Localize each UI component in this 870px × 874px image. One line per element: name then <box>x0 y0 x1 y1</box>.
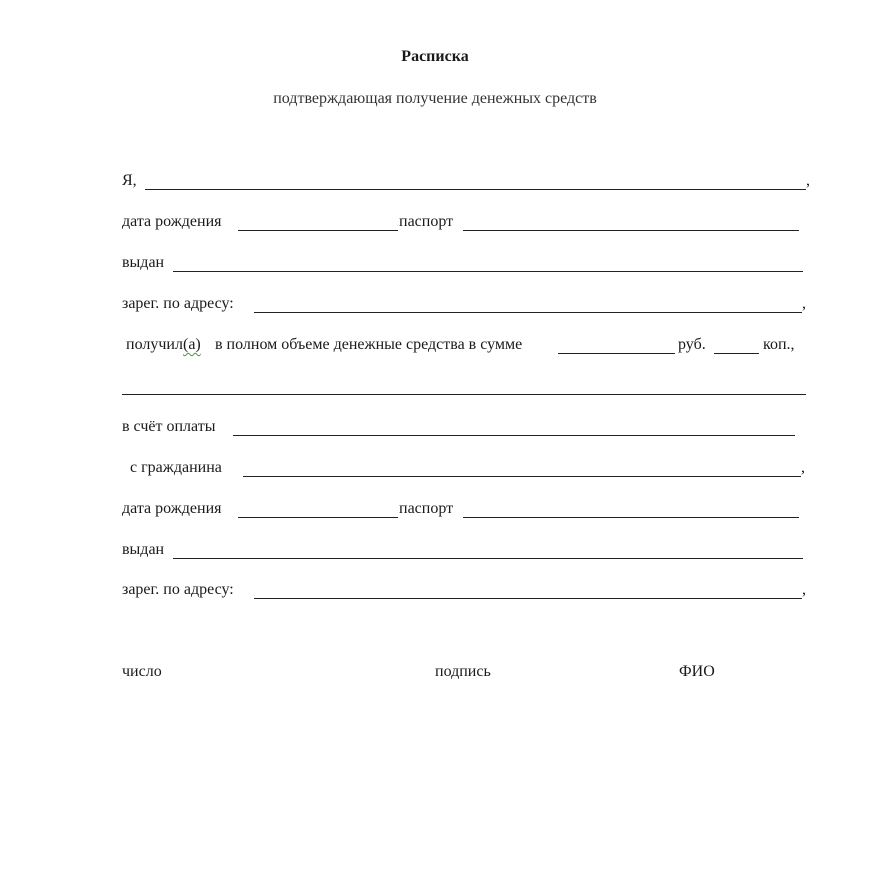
document-subtitle: подтверждающая получение денежных средств <box>273 90 597 107</box>
payer-from-label: с гражданина <box>130 459 222 476</box>
payer-address-comma: , <box>802 581 806 598</box>
receiver-i-label: Я, <box>122 172 137 189</box>
receiver-address-comma: , <box>802 295 806 312</box>
row-payer-address <box>0 581 870 603</box>
amount-words-field[interactable] <box>122 394 806 395</box>
row-payer-name <box>0 459 870 481</box>
payer-name-field[interactable] <box>243 476 801 477</box>
rub-label: руб. <box>678 336 706 353</box>
payer-dob-label: дата рождения <box>122 500 222 517</box>
payer-address-field[interactable] <box>254 598 802 599</box>
row-receiver-issued <box>0 254 870 276</box>
purpose-label: в счёт оплаты <box>122 418 216 435</box>
kop-label: коп., <box>763 336 795 353</box>
amount-kop-field[interactable] <box>714 353 759 354</box>
payer-issued-field[interactable] <box>173 558 803 559</box>
receiver-dob-label: дата рождения <box>122 213 222 230</box>
name-label: ФИО <box>679 663 715 680</box>
received-suffix: (а) <box>183 336 201 353</box>
receiver-issued-label: выдан <box>122 254 165 271</box>
receiver-address-label: зарег. по адресу: <box>122 295 234 312</box>
signature-row <box>0 663 870 685</box>
payer-passport-field[interactable] <box>463 517 799 518</box>
row-receiver-name <box>0 172 870 194</box>
row-payer-issued <box>0 541 870 563</box>
payer-dob-field[interactable] <box>238 517 398 518</box>
row-receiver-address <box>0 295 870 317</box>
date-label: число <box>122 663 162 680</box>
receiver-address-field[interactable] <box>254 312 802 313</box>
payer-passport-label: паспорт <box>399 500 454 517</box>
receiver-name-field[interactable] <box>145 189 806 190</box>
payer-issued-label: выдан <box>122 541 165 558</box>
receiver-passport-label: паспорт <box>399 213 454 230</box>
receiver-dob-field[interactable] <box>238 230 398 231</box>
row-receiver-dob <box>0 213 870 235</box>
receiver-passport-field[interactable] <box>463 230 799 231</box>
row-purpose <box>0 418 870 440</box>
purpose-field[interactable] <box>233 435 795 436</box>
document-title: Расписка <box>401 48 469 65</box>
receiver-issued-field[interactable] <box>173 271 803 272</box>
payer-name-comma: , <box>801 459 805 476</box>
amount-rub-field[interactable] <box>558 353 675 354</box>
received-text: в полном объеме денежные средства в сумме <box>215 336 523 353</box>
received-prefix: получил <box>126 336 183 353</box>
sign-label: подпись <box>435 663 491 680</box>
payer-address-label: зарег. по адресу: <box>122 581 234 598</box>
row-payer-dob <box>0 500 870 522</box>
receiver-name-comma: , <box>806 172 810 189</box>
row-amount <box>0 336 870 358</box>
